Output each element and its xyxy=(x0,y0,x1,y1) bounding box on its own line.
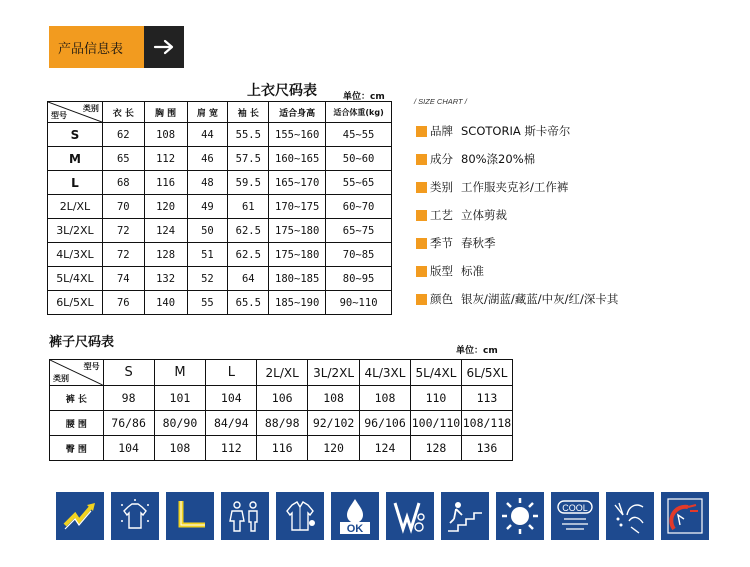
uv-protection-icon xyxy=(661,492,709,540)
size-cell: 6L/5XL xyxy=(48,291,103,315)
info-value: 立体剪裁 xyxy=(461,208,507,222)
value-cell: 170~175 xyxy=(269,195,326,219)
value-cell: 70~85 xyxy=(326,243,392,267)
feature-icons xyxy=(56,492,709,540)
cool-text: COOL xyxy=(562,503,588,513)
bottom-size-table xyxy=(49,359,513,461)
value-cell: 62.5 xyxy=(228,219,269,243)
value-cell: 49 xyxy=(187,195,228,219)
value-cell: 180~185 xyxy=(269,267,326,291)
orange-square-icon xyxy=(416,238,427,249)
size-cell: 5L/4XL xyxy=(48,267,103,291)
value-cell: 55~65 xyxy=(326,171,392,195)
moisture-wicking-icon xyxy=(606,492,654,540)
row-label: 裤 长 xyxy=(50,386,104,411)
column-header: 适合身高 xyxy=(269,102,326,123)
value-cell: 65~75 xyxy=(326,219,392,243)
value-cell: 185~190 xyxy=(269,291,326,315)
row-label: 臀 围 xyxy=(50,436,104,461)
info-item xyxy=(416,201,618,229)
value-cell: 61 xyxy=(228,195,269,219)
bottom-table-title: 裤子尺码表 xyxy=(49,335,115,350)
value-cell: 76 xyxy=(102,291,144,315)
value-cell: 136 xyxy=(461,436,512,461)
size-header: 3L/2XL xyxy=(308,360,360,386)
size-header: L xyxy=(206,360,257,386)
top-size-table xyxy=(47,101,392,315)
value-cell: 90~110 xyxy=(326,291,392,315)
value-cell: 80/90 xyxy=(154,411,206,436)
unisex-icon xyxy=(221,492,269,540)
value-cell: 65 xyxy=(102,147,144,171)
arrow-right-icon xyxy=(144,26,184,68)
value-cell: 108 xyxy=(308,386,360,411)
value-cell: 113 xyxy=(461,386,512,411)
value-cell: 44 xyxy=(187,123,228,147)
info-key: 颜色 xyxy=(430,292,453,306)
table-row xyxy=(48,147,392,171)
value-cell: 64 xyxy=(228,267,269,291)
orange-square-icon xyxy=(416,154,427,165)
value-cell: 72 xyxy=(102,219,144,243)
stairs-activity-icon xyxy=(441,492,489,540)
column-header: 适合体重(kg) xyxy=(326,102,392,123)
info-value: 银灰/湖蓝/藏蓝/中灰/红/深卡其 xyxy=(461,292,619,306)
value-cell: 128 xyxy=(410,436,461,461)
value-cell: 55.5 xyxy=(228,123,269,147)
value-cell: 45~55 xyxy=(326,123,392,147)
banner-label: 产品信息表 xyxy=(49,26,144,68)
value-cell: 50 xyxy=(187,219,228,243)
info-value: 80%涤20%棉 xyxy=(461,152,536,166)
size-cell: M xyxy=(48,147,103,171)
anti-static-icon xyxy=(386,492,434,540)
ok-text: OK xyxy=(346,523,364,535)
size-header: 4L/3XL xyxy=(360,360,411,386)
value-cell: 84/94 xyxy=(206,411,257,436)
value-cell: 104 xyxy=(103,436,154,461)
value-cell: 88/98 xyxy=(257,411,308,436)
value-cell: 165~170 xyxy=(269,171,326,195)
orange-square-icon xyxy=(416,126,427,137)
info-value: 标准 xyxy=(461,264,484,278)
value-cell: 120 xyxy=(144,195,187,219)
size-cell: 4L/3XL xyxy=(48,243,103,267)
info-value: 工作服夹克衫/工作裤 xyxy=(461,180,569,194)
value-cell: 116 xyxy=(144,171,187,195)
value-cell: 55 xyxy=(187,291,228,315)
value-cell: 51 xyxy=(187,243,228,267)
value-cell: 80~95 xyxy=(326,267,392,291)
table-row xyxy=(48,219,392,243)
info-item xyxy=(416,145,618,173)
value-cell: 59.5 xyxy=(228,171,269,195)
top-table-unit: 单位：cm xyxy=(343,92,385,102)
corner-cell: 类别 型号 xyxy=(48,102,103,123)
value-cell: 116 xyxy=(257,436,308,461)
value-cell: 124 xyxy=(144,219,187,243)
value-cell: 160~165 xyxy=(269,147,326,171)
value-cell: 68 xyxy=(102,171,144,195)
info-key: 成分 xyxy=(430,152,453,166)
value-cell: 140 xyxy=(144,291,187,315)
info-value: 春秋季 xyxy=(461,236,496,250)
header-banner xyxy=(49,26,184,68)
info-item xyxy=(416,173,618,201)
value-cell: 112 xyxy=(206,436,257,461)
table-row xyxy=(48,171,392,195)
size-header: M xyxy=(154,360,206,386)
value-cell: 62.5 xyxy=(228,243,269,267)
value-cell: 104 xyxy=(206,386,257,411)
value-cell: 96/106 xyxy=(360,411,411,436)
value-cell: 74 xyxy=(102,267,144,291)
table-row xyxy=(48,195,392,219)
value-cell: 175~180 xyxy=(269,219,326,243)
size-cell: 2L/XL xyxy=(48,195,103,219)
value-cell: 108 xyxy=(360,386,411,411)
size-header: 2L/XL xyxy=(257,360,308,386)
size-header: 6L/5XL xyxy=(461,360,512,386)
info-key: 版型 xyxy=(430,264,453,278)
table-header-row xyxy=(48,102,392,123)
orange-square-icon xyxy=(416,182,427,193)
flex-arrow-icon xyxy=(56,492,104,540)
size-chart-label: / SIZE CHART / xyxy=(414,97,467,106)
value-cell: 52 xyxy=(187,267,228,291)
table-row xyxy=(48,123,392,147)
value-cell: 98 xyxy=(103,386,154,411)
value-cell: 101 xyxy=(154,386,206,411)
orange-square-icon xyxy=(416,266,427,277)
value-cell: 155~160 xyxy=(269,123,326,147)
value-cell: 46 xyxy=(187,147,228,171)
info-key: 类别 xyxy=(430,180,453,194)
value-cell: 106 xyxy=(257,386,308,411)
value-cell: 132 xyxy=(144,267,187,291)
corner-cell: 型号 类别 xyxy=(50,360,104,386)
info-item xyxy=(416,285,618,313)
table-row xyxy=(50,436,513,461)
sun-icon xyxy=(496,492,544,540)
value-cell: 92/102 xyxy=(308,411,360,436)
size-header: 5L/4XL xyxy=(410,360,461,386)
info-key: 工艺 xyxy=(430,208,453,222)
value-cell: 108 xyxy=(154,436,206,461)
washable-ok-icon xyxy=(331,492,379,540)
orange-square-icon xyxy=(416,294,427,305)
table-row xyxy=(50,386,513,411)
info-item xyxy=(416,257,618,285)
value-cell: 108/118 xyxy=(461,411,512,436)
value-cell: 124 xyxy=(360,436,411,461)
value-cell: 108 xyxy=(144,123,187,147)
table-header-row xyxy=(50,360,513,386)
value-cell: 120 xyxy=(308,436,360,461)
value-cell: 76/86 xyxy=(103,411,154,436)
value-cell: 70 xyxy=(102,195,144,219)
size-cell: 3L/2XL xyxy=(48,219,103,243)
value-cell: 48 xyxy=(187,171,228,195)
orange-square-icon xyxy=(416,210,427,221)
size-cell: L xyxy=(48,171,103,195)
value-cell: 57.5 xyxy=(228,147,269,171)
value-cell: 110 xyxy=(410,386,461,411)
size-cell: S xyxy=(48,123,103,147)
info-item xyxy=(416,229,618,257)
value-cell: 175~180 xyxy=(269,243,326,267)
value-cell: 60~70 xyxy=(326,195,392,219)
collar-shirt-icon xyxy=(276,492,324,540)
column-header: 肩 宽 xyxy=(187,102,228,123)
info-key: 季节 xyxy=(430,236,453,250)
table-row xyxy=(48,243,392,267)
cool-icon xyxy=(551,492,599,540)
info-key: 品牌 xyxy=(430,124,453,138)
table-row xyxy=(48,267,392,291)
breathable-shirt-icon xyxy=(111,492,159,540)
value-cell: 65.5 xyxy=(228,291,269,315)
product-info-list xyxy=(416,117,618,313)
info-item xyxy=(416,117,618,145)
row-label: 腰 围 xyxy=(50,411,104,436)
top-table-title: 上衣尺码表 xyxy=(247,83,317,99)
value-cell: 100/110 xyxy=(410,411,461,436)
value-cell: 50~60 xyxy=(326,147,392,171)
table-row xyxy=(48,291,392,315)
column-header: 衣 长 xyxy=(102,102,144,123)
value-cell: 62 xyxy=(102,123,144,147)
size-header: S xyxy=(103,360,154,386)
column-header: 胸 围 xyxy=(144,102,187,123)
info-value: SCOTORIA 斯卡帝尔 xyxy=(461,124,571,138)
value-cell: 112 xyxy=(144,147,187,171)
value-cell: 72 xyxy=(102,243,144,267)
ergonomic-seat-icon xyxy=(166,492,214,540)
column-header: 袖 长 xyxy=(228,102,269,123)
bottom-table-unit: 单位：cm xyxy=(456,346,498,356)
table-row xyxy=(50,411,513,436)
value-cell: 128 xyxy=(144,243,187,267)
